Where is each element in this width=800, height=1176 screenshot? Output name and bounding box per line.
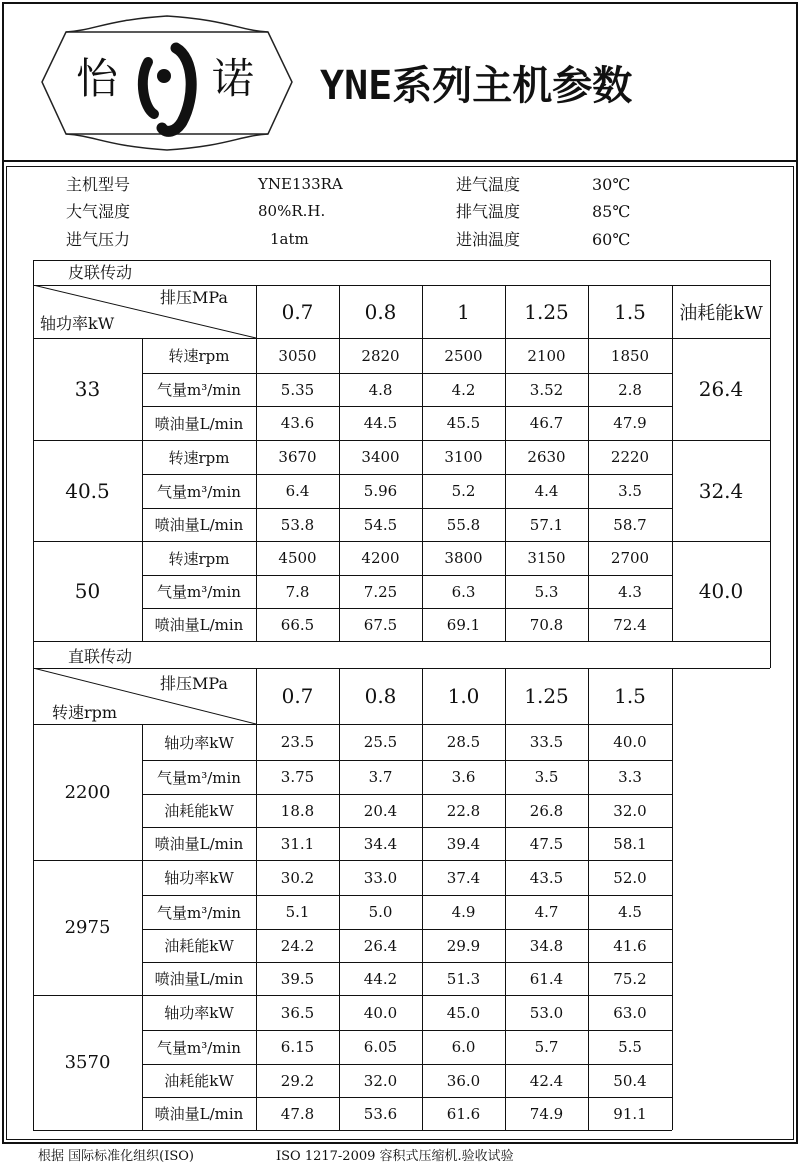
pressure-header: 0.8 (364, 684, 397, 708)
data-cell: 3800 (444, 549, 483, 567)
data-cell: 24.2 (280, 936, 315, 955)
shaft-power-cell: 33 (74, 377, 101, 401)
row-label: 气量m³/min (157, 381, 241, 399)
info-label: 排气温度 (456, 202, 521, 221)
data-cell: 40.0 (363, 1003, 398, 1022)
data-cell: 3100 (444, 448, 483, 466)
data-cell: 57.1 (529, 515, 564, 534)
data-cell: 51.3 (446, 969, 481, 988)
data-cell: 70.8 (529, 615, 564, 634)
info-label: 大气湿度 (66, 202, 131, 221)
data-cell: 32.0 (363, 1071, 398, 1090)
data-cell: 1850 (610, 346, 650, 365)
header-divider (2, 160, 798, 162)
data-cell: 53.8 (280, 515, 315, 534)
data-cell: 5.7 (534, 1038, 559, 1056)
data-cell: 31.1 (280, 834, 315, 853)
data-cell: 3400 (361, 448, 400, 466)
data-cell: 46.7 (529, 414, 564, 432)
data-cell: 43.5 (529, 868, 564, 887)
pressure-header: 1.0 (447, 684, 480, 708)
row-label: 喷油量L/min (154, 516, 244, 534)
speed-cell: 3570 (64, 1052, 111, 1073)
data-cell: 2100 (527, 346, 566, 365)
grid-line (33, 260, 770, 261)
row-label: 轴功率kW (164, 733, 234, 752)
row-label: 气量m³/min (157, 482, 241, 501)
pressure-header: 1.25 (524, 684, 569, 708)
data-cell: 74.9 (529, 1104, 564, 1123)
row-label: 转速rpm (168, 549, 230, 568)
info-value: 60℃ (592, 230, 631, 249)
corner-bottom-label: 转速rpm (52, 703, 118, 722)
data-cell: 4.2 (451, 380, 476, 399)
corner-top-label: 排压MPa (160, 288, 228, 307)
data-cell: 3050 (278, 346, 317, 365)
data-cell: 5.2 (451, 482, 476, 500)
data-cell: 36.0 (446, 1071, 481, 1090)
data-cell: 6.15 (280, 1038, 315, 1056)
data-cell: 20.4 (363, 801, 398, 820)
data-cell: 5.96 (363, 482, 398, 500)
data-cell: 47.9 (613, 414, 647, 432)
pressure-header: 1.5 (614, 299, 646, 324)
data-cell: 66.5 (280, 615, 315, 634)
grid-line (33, 641, 770, 642)
data-cell: 45.0 (446, 1003, 481, 1022)
data-cell: 40.0 (613, 733, 647, 751)
data-cell: 4.8 (368, 380, 393, 399)
page-title: YNE系列主机参数 (320, 63, 633, 109)
data-cell: 18.8 (280, 801, 315, 820)
data-cell: 5.5 (618, 1038, 642, 1056)
speed-cell: 2200 (64, 781, 111, 803)
data-cell: 5.35 (280, 380, 315, 399)
row-label: 油耗能kW (164, 802, 234, 820)
data-cell: 41.6 (613, 936, 647, 955)
section-label: 直联传动 (68, 647, 133, 666)
data-cell: 28.5 (446, 733, 481, 751)
grid-line (770, 260, 771, 668)
logo-left-char: 怡 (76, 54, 119, 103)
data-cell: 30.2 (280, 868, 315, 887)
oil-energy-header: 油耗能kW (679, 302, 763, 324)
data-cell: 4.4 (534, 482, 559, 500)
footer-left: 根据 国际标准化组织(ISO) (38, 1149, 194, 1164)
data-cell: 33.5 (529, 733, 564, 751)
pressure-header: 0.8 (364, 299, 397, 324)
data-cell: 2630 (527, 448, 566, 466)
data-cell: 43.6 (280, 414, 315, 432)
row-label: 转速rpm (168, 448, 230, 467)
data-cell: 26.4 (363, 936, 398, 955)
row-label: 气量m³/min (157, 768, 241, 787)
data-cell: 50.4 (613, 1071, 647, 1090)
data-cell: 67.5 (363, 615, 398, 634)
info-value: 85℃ (592, 202, 631, 221)
data-cell: 91.1 (613, 1104, 647, 1123)
data-cell: 53.0 (529, 1003, 564, 1022)
data-cell: 3670 (278, 448, 317, 466)
data-cell: 44.5 (363, 414, 398, 432)
data-cell: 39.5 (280, 969, 315, 988)
data-cell: 3150 (527, 549, 566, 567)
row-label: 油耗能kW (164, 937, 234, 955)
corner-top-label: 排压MPa (160, 674, 228, 693)
data-cell: 3.52 (529, 380, 564, 399)
data-cell: 6.05 (363, 1038, 398, 1056)
data-cell: 3.3 (618, 768, 642, 786)
row-label: 气量m³/min (157, 583, 241, 601)
data-cell: 29.9 (446, 936, 481, 955)
data-cell: 3.75 (280, 768, 315, 786)
speed-cell: 2975 (64, 917, 111, 938)
data-cell: 55.8 (446, 515, 481, 534)
data-cell: 2.8 (618, 380, 642, 399)
pressure-header: 1.25 (524, 299, 569, 324)
data-cell: 58.7 (613, 515, 647, 534)
data-cell: 3.5 (618, 482, 642, 500)
data-cell: 5.3 (534, 582, 559, 601)
data-cell: 3.6 (451, 768, 476, 786)
logo-right-char: 诺 (212, 54, 255, 103)
data-cell: 2220 (610, 448, 650, 466)
info-label: 进油温度 (456, 230, 521, 249)
data-cell: 47.8 (280, 1104, 315, 1123)
info-value: 1atm (270, 230, 309, 248)
footer-right: ISO 1217-2009 容积式压缩机.验收试验 (276, 1149, 514, 1164)
data-cell: 69.1 (446, 615, 481, 634)
pressure-header: 0.7 (281, 684, 314, 708)
data-cell: 32.0 (613, 801, 647, 820)
row-label: 轴功率kW (164, 1004, 234, 1022)
shaft-power-cell: 50 (74, 579, 101, 603)
data-cell: 37.4 (446, 868, 481, 887)
data-cell: 3.7 (368, 768, 393, 786)
data-cell: 6.3 (451, 582, 476, 601)
data-cell: 4.5 (618, 903, 642, 921)
data-cell: 4.3 (618, 582, 642, 601)
data-cell: 29.2 (280, 1071, 315, 1090)
data-cell: 61.6 (446, 1104, 481, 1123)
data-cell: 5.1 (285, 903, 310, 921)
pressure-header: 1.5 (614, 684, 646, 708)
data-cell: 45.5 (446, 414, 481, 432)
data-cell: 2820 (361, 346, 400, 365)
row-label: 气量m³/min (157, 903, 241, 922)
info-value: YNE133RA (258, 175, 343, 193)
data-cell: 4.9 (451, 903, 476, 921)
shaft-power-cell: 40.5 (65, 478, 110, 503)
data-cell: 44.2 (363, 969, 398, 988)
data-cell: 61.4 (529, 969, 564, 988)
data-cell: 36.5 (280, 1003, 315, 1022)
row-label: 转速rpm (168, 347, 230, 365)
info-value: 30℃ (592, 175, 631, 194)
data-cell: 7.25 (363, 582, 398, 601)
data-cell: 34.4 (363, 834, 398, 853)
data-cell: 3.5 (534, 768, 559, 786)
row-label: 喷油量L/min (154, 1105, 244, 1123)
oil-energy-cell: 32.4 (698, 478, 744, 503)
row-label: 喷油量L/min (154, 970, 244, 988)
data-cell: 4200 (361, 549, 400, 567)
data-cell: 53.6 (363, 1104, 398, 1123)
pressure-header: 0.7 (281, 299, 314, 324)
data-cell: 4.7 (534, 903, 559, 921)
data-cell: 26.8 (529, 801, 564, 820)
data-cell: 75.2 (613, 969, 647, 988)
info-value: 80%R.H. (258, 202, 326, 220)
row-label: 喷油量L/min (154, 835, 244, 853)
data-cell: 5.0 (368, 903, 393, 921)
data-cell: 4500 (278, 549, 317, 567)
data-cell: 63.0 (613, 1003, 647, 1022)
data-cell: 23.5 (280, 733, 315, 751)
data-cell: 2700 (610, 549, 650, 567)
info-label: 主机型号 (66, 175, 131, 194)
data-cell: 47.5 (529, 834, 564, 853)
corner-bottom-label: 轴功率kW (40, 314, 115, 333)
data-cell: 22.8 (446, 801, 481, 820)
data-cell: 6.0 (451, 1038, 476, 1056)
data-cell: 7.8 (285, 582, 310, 601)
data-cell: 39.4 (446, 834, 481, 853)
row-label: 轴功率kW (164, 869, 234, 887)
data-cell: 54.5 (363, 515, 398, 534)
grid-line (33, 1130, 672, 1131)
oil-energy-cell: 40.0 (698, 579, 744, 603)
oil-energy-cell: 26.4 (698, 377, 744, 401)
data-cell: 58.1 (613, 834, 647, 853)
data-cell: 72.4 (613, 615, 647, 634)
data-cell: 33.0 (363, 868, 398, 887)
row-label: 喷油量L/min (154, 414, 244, 433)
pressure-header: 1 (457, 299, 470, 324)
row-label: 气量m³/min (157, 1038, 241, 1057)
data-cell: 25.5 (363, 733, 398, 751)
logo (36, 10, 298, 155)
data-cell: 34.8 (529, 936, 564, 955)
info-label: 进气温度 (456, 175, 521, 194)
row-label: 油耗能kW (164, 1072, 234, 1090)
data-cell: 42.4 (529, 1071, 564, 1090)
grid-line (672, 668, 673, 1130)
data-cell: 6.4 (285, 482, 310, 500)
row-label: 喷油量L/min (154, 616, 244, 634)
data-cell: 2500 (444, 346, 483, 365)
section-label: 皮联传动 (68, 263, 133, 282)
info-label: 进气压力 (66, 230, 131, 249)
data-cell: 52.0 (613, 868, 647, 887)
